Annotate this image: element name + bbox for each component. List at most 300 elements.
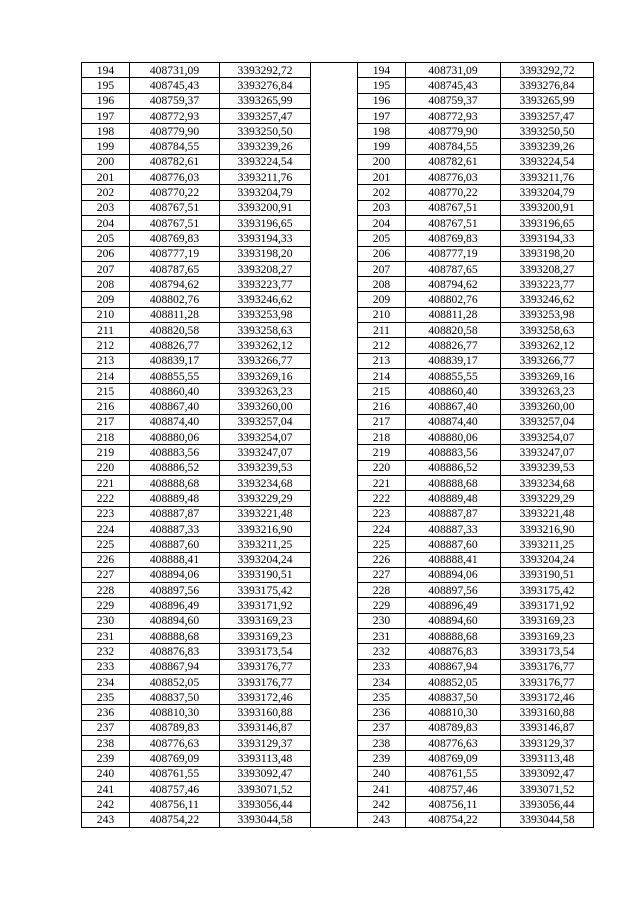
table-row — [82, 185, 594, 200]
right-x-coordinate-cell: 408887,87 — [406, 506, 501, 521]
right-y-coordinate-cell: 3393173,54 — [501, 644, 594, 659]
left-y-coordinate-cell: 3393172,46 — [220, 690, 311, 705]
column-separator — [311, 659, 358, 674]
left-x-coordinate-cell: 408867,94 — [130, 659, 220, 674]
left-x-coordinate-cell: 408776,63 — [130, 736, 220, 751]
right-y-coordinate-cell: 3393160,88 — [501, 705, 594, 720]
right-y-coordinate-cell: 3393247,07 — [501, 445, 594, 460]
left-x-coordinate-cell: 408867,40 — [130, 399, 220, 414]
right-y-coordinate-cell: 3393113,48 — [501, 751, 594, 766]
left-y-coordinate-cell: 3393263,23 — [220, 384, 311, 399]
left-point-number-cell: 223 — [82, 506, 130, 521]
table-row — [82, 63, 594, 78]
column-separator — [311, 430, 358, 445]
right-x-coordinate-cell: 408839,17 — [406, 353, 501, 368]
right-x-coordinate-cell: 408761,55 — [406, 766, 501, 781]
table-row — [82, 491, 594, 506]
table-row — [82, 613, 594, 628]
right-y-coordinate-cell: 3393171,92 — [501, 598, 594, 613]
right-y-coordinate-cell: 3393258,63 — [501, 323, 594, 338]
column-separator — [311, 690, 358, 705]
column-separator — [311, 231, 358, 246]
left-y-coordinate-cell: 3393173,54 — [220, 644, 311, 659]
right-y-coordinate-cell: 3393071,52 — [501, 781, 594, 796]
right-point-number-cell: 203 — [358, 200, 406, 215]
right-y-coordinate-cell: 3393234,68 — [501, 476, 594, 491]
column-separator — [311, 613, 358, 628]
right-x-coordinate-cell: 408820,58 — [406, 323, 501, 338]
right-point-number-cell: 207 — [358, 261, 406, 276]
right-y-coordinate-cell: 3393265,99 — [501, 93, 594, 108]
left-point-number-cell: 231 — [82, 628, 130, 643]
right-x-coordinate-cell: 408754,22 — [406, 812, 501, 827]
column-separator — [311, 797, 358, 812]
left-x-coordinate-cell: 408887,60 — [130, 537, 220, 552]
left-point-number-cell: 236 — [82, 705, 130, 720]
table-row — [82, 307, 594, 322]
coordinates-table — [81, 62, 594, 828]
right-x-coordinate-cell: 408731,09 — [406, 63, 501, 78]
left-point-number-cell: 199 — [82, 139, 130, 154]
right-y-coordinate-cell: 3393260,00 — [501, 399, 594, 414]
right-x-coordinate-cell: 408745,43 — [406, 78, 501, 93]
right-x-coordinate-cell: 408769,83 — [406, 231, 501, 246]
left-point-number-cell: 241 — [82, 781, 130, 796]
right-point-number-cell: 228 — [358, 583, 406, 598]
left-point-number-cell: 219 — [82, 445, 130, 460]
left-point-number-cell: 196 — [82, 93, 130, 108]
right-point-number-cell: 216 — [358, 399, 406, 414]
right-x-coordinate-cell: 408889,48 — [406, 491, 501, 506]
left-x-coordinate-cell: 408794,62 — [130, 277, 220, 292]
right-point-number-cell: 198 — [358, 124, 406, 139]
left-point-number-cell: 224 — [82, 521, 130, 536]
right-point-number-cell: 202 — [358, 185, 406, 200]
right-x-coordinate-cell: 408860,40 — [406, 384, 501, 399]
right-point-number-cell: 226 — [358, 552, 406, 567]
left-x-coordinate-cell: 408894,06 — [130, 567, 220, 582]
left-y-coordinate-cell: 3393092,47 — [220, 766, 311, 781]
table-row — [82, 751, 594, 766]
left-x-coordinate-cell: 408826,77 — [130, 338, 220, 353]
column-separator — [311, 445, 358, 460]
left-point-number-cell: 222 — [82, 491, 130, 506]
left-x-coordinate-cell: 408874,40 — [130, 414, 220, 429]
table-row — [82, 736, 594, 751]
right-point-number-cell: 221 — [358, 476, 406, 491]
right-x-coordinate-cell: 408794,62 — [406, 277, 501, 292]
right-y-coordinate-cell: 3393204,24 — [501, 552, 594, 567]
column-separator — [311, 537, 358, 552]
right-y-coordinate-cell: 3393198,20 — [501, 246, 594, 261]
right-y-coordinate-cell: 3393250,50 — [501, 124, 594, 139]
right-y-coordinate-cell: 3393176,77 — [501, 659, 594, 674]
left-point-number-cell: 217 — [82, 414, 130, 429]
table-row — [82, 674, 594, 689]
right-point-number-cell: 232 — [358, 644, 406, 659]
left-x-coordinate-cell: 408860,40 — [130, 384, 220, 399]
column-separator — [311, 506, 358, 521]
right-point-number-cell: 201 — [358, 170, 406, 185]
left-y-coordinate-cell: 3393194,33 — [220, 231, 311, 246]
left-y-coordinate-cell: 3393246,62 — [220, 292, 311, 307]
column-separator — [311, 598, 358, 613]
right-x-coordinate-cell: 408759,37 — [406, 93, 501, 108]
right-point-number-cell: 220 — [358, 460, 406, 475]
column-separator — [311, 720, 358, 735]
left-point-number-cell: 207 — [82, 261, 130, 276]
column-separator — [311, 736, 358, 751]
left-y-coordinate-cell: 3393200,91 — [220, 200, 311, 215]
left-point-number-cell: 237 — [82, 720, 130, 735]
left-y-coordinate-cell: 3393113,48 — [220, 751, 311, 766]
right-point-number-cell: 237 — [358, 720, 406, 735]
left-x-coordinate-cell: 408837,50 — [130, 690, 220, 705]
left-y-coordinate-cell: 3393250,50 — [220, 124, 311, 139]
right-y-coordinate-cell: 3393246,62 — [501, 292, 594, 307]
left-y-coordinate-cell: 3393257,04 — [220, 414, 311, 429]
column-separator — [311, 384, 358, 399]
right-x-coordinate-cell: 408886,52 — [406, 460, 501, 475]
left-point-number-cell: 218 — [82, 430, 130, 445]
left-x-coordinate-cell: 408787,65 — [130, 261, 220, 276]
right-x-coordinate-cell: 408802,76 — [406, 292, 501, 307]
right-y-coordinate-cell: 3393266,77 — [501, 353, 594, 368]
right-x-coordinate-cell: 408772,93 — [406, 108, 501, 123]
table-row — [82, 766, 594, 781]
right-point-number-cell: 233 — [358, 659, 406, 674]
left-point-number-cell: 234 — [82, 674, 130, 689]
left-y-coordinate-cell: 3393254,07 — [220, 430, 311, 445]
right-point-number-cell: 200 — [358, 154, 406, 169]
right-x-coordinate-cell: 408874,40 — [406, 414, 501, 429]
table-row — [82, 506, 594, 521]
right-x-coordinate-cell: 408810,30 — [406, 705, 501, 720]
right-point-number-cell: 231 — [358, 628, 406, 643]
table-row — [82, 124, 594, 139]
left-x-coordinate-cell: 408761,55 — [130, 766, 220, 781]
right-x-coordinate-cell: 408826,77 — [406, 338, 501, 353]
table-row — [82, 430, 594, 445]
left-x-coordinate-cell: 408767,51 — [130, 215, 220, 230]
table-row — [82, 170, 594, 185]
left-point-number-cell: 211 — [82, 323, 130, 338]
left-point-number-cell: 232 — [82, 644, 130, 659]
left-point-number-cell: 229 — [82, 598, 130, 613]
column-separator — [311, 552, 358, 567]
left-x-coordinate-cell: 408839,17 — [130, 353, 220, 368]
right-y-coordinate-cell: 3393190,51 — [501, 567, 594, 582]
column-separator — [311, 78, 358, 93]
left-y-coordinate-cell: 3393234,68 — [220, 476, 311, 491]
column-separator — [311, 261, 358, 276]
left-y-coordinate-cell: 3393190,51 — [220, 567, 311, 582]
left-x-coordinate-cell: 408782,61 — [130, 154, 220, 169]
table-row — [82, 537, 594, 552]
table-row — [82, 399, 594, 414]
column-separator — [311, 353, 358, 368]
column-separator — [311, 170, 358, 185]
left-y-coordinate-cell: 3393266,77 — [220, 353, 311, 368]
left-point-number-cell: 204 — [82, 215, 130, 230]
table-row — [82, 384, 594, 399]
left-x-coordinate-cell: 408731,09 — [130, 63, 220, 78]
left-y-coordinate-cell: 3393204,24 — [220, 552, 311, 567]
column-separator — [311, 460, 358, 475]
table-row — [82, 200, 594, 215]
left-point-number-cell: 242 — [82, 797, 130, 812]
left-y-coordinate-cell: 3393071,52 — [220, 781, 311, 796]
table-row — [82, 521, 594, 536]
left-point-number-cell: 194 — [82, 63, 130, 78]
table-row — [82, 552, 594, 567]
left-point-number-cell: 214 — [82, 368, 130, 383]
left-y-coordinate-cell: 3393216,90 — [220, 521, 311, 536]
left-point-number-cell: 240 — [82, 766, 130, 781]
left-point-number-cell: 227 — [82, 567, 130, 582]
table-row — [82, 812, 594, 827]
left-point-number-cell: 239 — [82, 751, 130, 766]
right-point-number-cell: 224 — [358, 521, 406, 536]
right-point-number-cell: 230 — [358, 613, 406, 628]
right-point-number-cell: 234 — [358, 674, 406, 689]
right-y-coordinate-cell: 3393044,58 — [501, 812, 594, 827]
right-point-number-cell: 197 — [358, 108, 406, 123]
left-point-number-cell: 238 — [82, 736, 130, 751]
right-point-number-cell: 214 — [358, 368, 406, 383]
right-point-number-cell: 213 — [358, 353, 406, 368]
left-y-coordinate-cell: 3393176,77 — [220, 674, 311, 689]
column-separator — [311, 338, 358, 353]
right-x-coordinate-cell: 408894,60 — [406, 613, 501, 628]
table-row — [82, 93, 594, 108]
right-point-number-cell: 242 — [358, 797, 406, 812]
right-point-number-cell: 222 — [358, 491, 406, 506]
right-point-number-cell: 195 — [358, 78, 406, 93]
column-separator — [311, 766, 358, 781]
left-y-coordinate-cell: 3393239,26 — [220, 139, 311, 154]
column-separator — [311, 93, 358, 108]
right-y-coordinate-cell: 3393200,91 — [501, 200, 594, 215]
left-y-coordinate-cell: 3393257,47 — [220, 108, 311, 123]
right-x-coordinate-cell: 408888,41 — [406, 552, 501, 567]
column-separator — [311, 476, 358, 491]
right-y-coordinate-cell: 3393262,12 — [501, 338, 594, 353]
right-x-coordinate-cell: 408787,65 — [406, 261, 501, 276]
left-point-number-cell: 235 — [82, 690, 130, 705]
right-y-coordinate-cell: 3393229,29 — [501, 491, 594, 506]
left-x-coordinate-cell: 408802,76 — [130, 292, 220, 307]
right-x-coordinate-cell: 408894,06 — [406, 567, 501, 582]
right-point-number-cell: 210 — [358, 307, 406, 322]
table-row — [82, 659, 594, 674]
left-point-number-cell: 233 — [82, 659, 130, 674]
right-x-coordinate-cell: 408888,68 — [406, 476, 501, 491]
left-x-coordinate-cell: 408883,56 — [130, 445, 220, 460]
left-x-coordinate-cell: 408852,05 — [130, 674, 220, 689]
left-x-coordinate-cell: 408759,37 — [130, 93, 220, 108]
left-x-coordinate-cell: 408897,56 — [130, 583, 220, 598]
right-x-coordinate-cell: 408852,05 — [406, 674, 501, 689]
left-x-coordinate-cell: 408810,30 — [130, 705, 220, 720]
column-separator — [311, 521, 358, 536]
right-point-number-cell: 206 — [358, 246, 406, 261]
right-x-coordinate-cell: 408756,11 — [406, 797, 501, 812]
left-x-coordinate-cell: 408880,06 — [130, 430, 220, 445]
column-separator — [311, 307, 358, 322]
left-y-coordinate-cell: 3393176,77 — [220, 659, 311, 674]
column-separator — [311, 812, 358, 827]
right-y-coordinate-cell: 3393254,07 — [501, 430, 594, 445]
left-point-number-cell: 212 — [82, 338, 130, 353]
right-x-coordinate-cell: 408811,28 — [406, 307, 501, 322]
right-point-number-cell: 227 — [358, 567, 406, 582]
right-x-coordinate-cell: 408784,55 — [406, 139, 501, 154]
left-y-coordinate-cell: 3393211,25 — [220, 537, 311, 552]
right-x-coordinate-cell: 408770,22 — [406, 185, 501, 200]
right-x-coordinate-cell: 408767,51 — [406, 200, 501, 215]
left-y-coordinate-cell: 3393129,37 — [220, 736, 311, 751]
right-y-coordinate-cell: 3393292,72 — [501, 63, 594, 78]
left-y-coordinate-cell: 3393247,07 — [220, 445, 311, 460]
right-x-coordinate-cell: 408887,33 — [406, 521, 501, 536]
right-y-coordinate-cell: 3393172,46 — [501, 690, 594, 705]
left-point-number-cell: 198 — [82, 124, 130, 139]
left-x-coordinate-cell: 408888,41 — [130, 552, 220, 567]
column-separator — [311, 368, 358, 383]
right-y-coordinate-cell: 3393211,76 — [501, 170, 594, 185]
left-x-coordinate-cell: 408772,93 — [130, 108, 220, 123]
right-y-coordinate-cell: 3393056,44 — [501, 797, 594, 812]
table-row — [82, 567, 594, 582]
left-x-coordinate-cell: 408894,60 — [130, 613, 220, 628]
left-y-coordinate-cell: 3393160,88 — [220, 705, 311, 720]
column-separator — [311, 124, 358, 139]
right-point-number-cell: 239 — [358, 751, 406, 766]
right-x-coordinate-cell: 408769,09 — [406, 751, 501, 766]
right-point-number-cell: 196 — [358, 93, 406, 108]
right-x-coordinate-cell: 408776,03 — [406, 170, 501, 185]
column-separator — [311, 292, 358, 307]
column-separator — [311, 200, 358, 215]
left-point-number-cell: 228 — [82, 583, 130, 598]
column-separator — [311, 674, 358, 689]
right-y-coordinate-cell: 3393211,25 — [501, 537, 594, 552]
left-point-number-cell: 205 — [82, 231, 130, 246]
right-y-coordinate-cell: 3393276,84 — [501, 78, 594, 93]
left-x-coordinate-cell: 408777,19 — [130, 246, 220, 261]
right-x-coordinate-cell: 408837,50 — [406, 690, 501, 705]
table-row — [82, 78, 594, 93]
left-x-coordinate-cell: 408896,49 — [130, 598, 220, 613]
left-y-coordinate-cell: 3393146,87 — [220, 720, 311, 735]
column-separator — [311, 751, 358, 766]
left-y-coordinate-cell: 3393171,92 — [220, 598, 311, 613]
left-x-coordinate-cell: 408888,68 — [130, 476, 220, 491]
left-point-number-cell: 215 — [82, 384, 130, 399]
left-x-coordinate-cell: 408887,33 — [130, 521, 220, 536]
right-y-coordinate-cell: 3393239,53 — [501, 460, 594, 475]
right-point-number-cell: 215 — [358, 384, 406, 399]
right-point-number-cell: 225 — [358, 537, 406, 552]
left-point-number-cell: 197 — [82, 108, 130, 123]
right-x-coordinate-cell: 408777,19 — [406, 246, 501, 261]
column-separator — [311, 491, 358, 506]
table-row — [82, 139, 594, 154]
right-x-coordinate-cell: 408897,56 — [406, 583, 501, 598]
right-x-coordinate-cell: 408782,61 — [406, 154, 501, 169]
right-y-coordinate-cell: 3393194,33 — [501, 231, 594, 246]
right-point-number-cell: 238 — [358, 736, 406, 751]
right-y-coordinate-cell: 3393257,04 — [501, 414, 594, 429]
left-y-coordinate-cell: 3393262,12 — [220, 338, 311, 353]
left-y-coordinate-cell: 3393223,77 — [220, 277, 311, 292]
column-separator — [311, 583, 358, 598]
right-point-number-cell: 223 — [358, 506, 406, 521]
right-x-coordinate-cell: 408789,83 — [406, 720, 501, 735]
left-x-coordinate-cell: 408887,87 — [130, 506, 220, 521]
left-point-number-cell: 203 — [82, 200, 130, 215]
right-point-number-cell: 211 — [358, 323, 406, 338]
right-point-number-cell: 236 — [358, 705, 406, 720]
table-row — [82, 705, 594, 720]
right-x-coordinate-cell: 408887,60 — [406, 537, 501, 552]
left-point-number-cell: 226 — [82, 552, 130, 567]
right-y-coordinate-cell: 3393196,65 — [501, 215, 594, 230]
right-x-coordinate-cell: 408779,90 — [406, 124, 501, 139]
right-point-number-cell: 209 — [358, 292, 406, 307]
left-y-coordinate-cell: 3393265,99 — [220, 93, 311, 108]
left-point-number-cell: 213 — [82, 353, 130, 368]
right-point-number-cell: 194 — [358, 63, 406, 78]
left-x-coordinate-cell: 408789,83 — [130, 720, 220, 735]
table-row — [82, 277, 594, 292]
column-separator — [311, 323, 358, 338]
left-y-coordinate-cell: 3393224,54 — [220, 154, 311, 169]
right-point-number-cell: 229 — [358, 598, 406, 613]
left-x-coordinate-cell: 408784,55 — [130, 139, 220, 154]
right-point-number-cell: 219 — [358, 445, 406, 460]
right-x-coordinate-cell: 408876,83 — [406, 644, 501, 659]
right-point-number-cell: 212 — [358, 338, 406, 353]
right-y-coordinate-cell: 3393253,98 — [501, 307, 594, 322]
column-separator — [311, 414, 358, 429]
right-y-coordinate-cell: 3393169,23 — [501, 613, 594, 628]
left-x-coordinate-cell: 408820,58 — [130, 323, 220, 338]
right-point-number-cell: 241 — [358, 781, 406, 796]
left-y-coordinate-cell: 3393169,23 — [220, 628, 311, 643]
table-row — [82, 368, 594, 383]
left-x-coordinate-cell: 408855,55 — [130, 368, 220, 383]
table-row — [82, 690, 594, 705]
table-row — [82, 231, 594, 246]
right-y-coordinate-cell: 3393176,77 — [501, 674, 594, 689]
left-x-coordinate-cell: 408757,46 — [130, 781, 220, 796]
right-y-coordinate-cell: 3393129,37 — [501, 736, 594, 751]
column-separator — [311, 277, 358, 292]
right-x-coordinate-cell: 408883,56 — [406, 445, 501, 460]
left-x-coordinate-cell: 408745,43 — [130, 78, 220, 93]
column-separator — [311, 154, 358, 169]
right-point-number-cell: 199 — [358, 139, 406, 154]
right-point-number-cell: 204 — [358, 215, 406, 230]
column-separator — [311, 108, 358, 123]
left-point-number-cell: 216 — [82, 399, 130, 414]
left-x-coordinate-cell: 408876,83 — [130, 644, 220, 659]
left-y-coordinate-cell: 3393198,20 — [220, 246, 311, 261]
left-x-coordinate-cell: 408889,48 — [130, 491, 220, 506]
table-row — [82, 108, 594, 123]
